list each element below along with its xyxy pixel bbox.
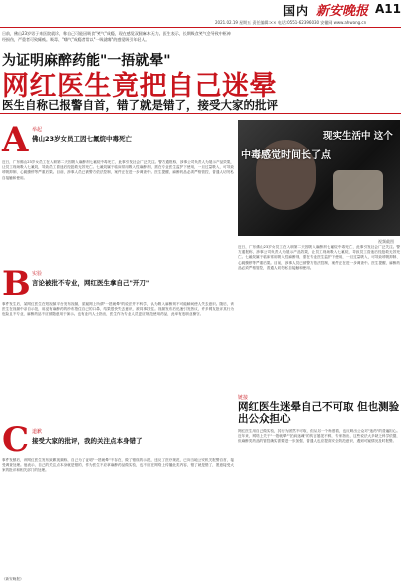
sidebar	[238, 394, 400, 581]
top-divider	[0, 27, 401, 28]
meta-line: 2021.02.19 星期五 责任编辑:×× 电话:0551-62396030 安徽网 www.ahwang.cn	[215, 20, 367, 25]
masthead	[0, 0, 401, 20]
sidebar-body: 网红医生用自己做实验，其行为固然不可取，但从另一个角度看，也反映出公众对"迷药"的普遍担心。近年来，网络上关于"一捂就晕""拍肩迷魂"的传言屡见不鲜，专家指出，这些说法大多缺乏科学依据，但麻醉类药品的管控确实需要进一步加强，普通人也应提高安全防范意识，遇到可疑情况及时报警。	[238, 429, 400, 444]
article-headline: 网红医生竟把自己迷晕	[2, 71, 277, 102]
video-screenshot	[238, 120, 400, 236]
section-a-title: 佛山23岁女员工因七氟烷中毒死亡	[32, 135, 133, 143]
section-c-label: 道歉	[32, 429, 43, 435]
hand-figure	[333, 170, 383, 210]
headline-divider	[0, 113, 401, 114]
right-column-text	[238, 245, 400, 390]
photo-credit: 视频截图	[378, 239, 394, 244]
section-b-title: 言论被批不专业，网红医生拿自己"开刀"	[32, 279, 150, 287]
sidebar-title: 网红医生迷晕自己不可取 但也测验出公众担心	[238, 401, 400, 425]
page-number: A11	[375, 2, 401, 16]
newspaper-logo: 新安晚报	[316, 4, 369, 19]
section-name: 国内	[283, 4, 310, 18]
lead-paragraph: 日前，佛山23岁男子来医院就诊，称自己可能因吸食"笑气"成瘾，现在感觉双腿麻木无力。医生表示，长期吸食笑气会导致中枢神经损伤，严重者可致瘫痪。吸毒、"嗨气"成瘾者常以"一吸就嗨"的感觉吸引年轻人。	[2, 31, 231, 42]
photo-caption-left: 中毒感觉时间长了点	[241, 150, 331, 161]
photo-caption-right: 现实生活中 这个	[323, 131, 393, 142]
article-subheadline: 医生自称已报警自首，错了就是错了，接受大家的批评	[2, 98, 278, 112]
sidebar-label: 链接	[238, 395, 249, 401]
section-a-body: 近日，广东佛山23岁女员工在入职第二天因吸入麻醉剂七氟烷中毒死亡，此事引发社会广泛关注。警方通报称，涉事公司负责人为展示产品效果，让员工现场吸入七氟烷，导致员工昏迷后经抢救无效死亡。七氟烷属于临床常用吸入性麻醉剂，需在专业医生监护下使用，一旦过量吸入，可导致呼吸抑制、心跳骤停等严重后果。目前，涉事人员已被警方依法控制，案件正在进一步调查中。医生提醒，麻醉药品必须严格管控，普通人切勿私自接触和使用。	[2, 160, 234, 180]
section-c-body: 事件发酵后，该网红医生发布致歉视频称，自己为了证明"一捂就晕"不存在，做了错误的示范，违反了医疗规范，已向当地公安机关报警自首，接受调查处理。他表示，自己的关注点本身就是错的，作为医生不应拿麻醉药品做实验，也不应在网络上传播此类内容，错了就是错了，愿意接受大家的批评和相关部门的处理。	[2, 458, 234, 473]
footer-note: 《新安晚报》	[2, 577, 24, 581]
section-b-label: 实验	[32, 271, 43, 277]
article-kicker: 为证明麻醉药能"一捂就晕"	[2, 53, 171, 69]
section-a-label: 举起	[32, 127, 43, 133]
section-a-letter: A	[2, 120, 29, 160]
section-c-title: 接受大家的批评，我的关注点本身错了	[32, 437, 143, 445]
section-c-letter: C	[2, 420, 30, 460]
section-b-letter: B	[2, 264, 31, 304]
section-b-body: 事件发生后，某网红医生在短视频平台发布视频，质疑网上所谓"一捂就晕"的说法并不科学，认为吸入麻醉剂不可能瞬间使人失去意识。随后，该医生在视频中亲自示范，用浸有麻醉药的纱布捂住自己的口鼻，结果很快失去意识，被同事扶住。视频发布后迅速引发热议，许多网友批评其行为危险且不专业，麻醉药品不应被随意用于演示。也有业内人士指出，医生作为专业人员更应规范使用药品，此举有违职业操守。	[2, 302, 234, 317]
continued-body: 近日，广东佛山23岁女员工在入职第二天因吸入麻醉剂七氟烷中毒死亡，此事引发社会广泛关注。警方通报称，涉事公司负责人为展示产品效果，让员工现场吸入七氟烷，导致员工昏迷后经抢救无效死亡。七氟烷属于临床常用吸入性麻醉剂，需在专业医生监护下使用，一旦过量吸入，可导致呼吸抑制、心跳骤停等严重后果。目前，涉事人员已被警方依法控制，案件正在进一步调查中。医生提醒，麻醉药品必须严格管控，普通人切勿私自接触和使用。	[238, 245, 400, 270]
